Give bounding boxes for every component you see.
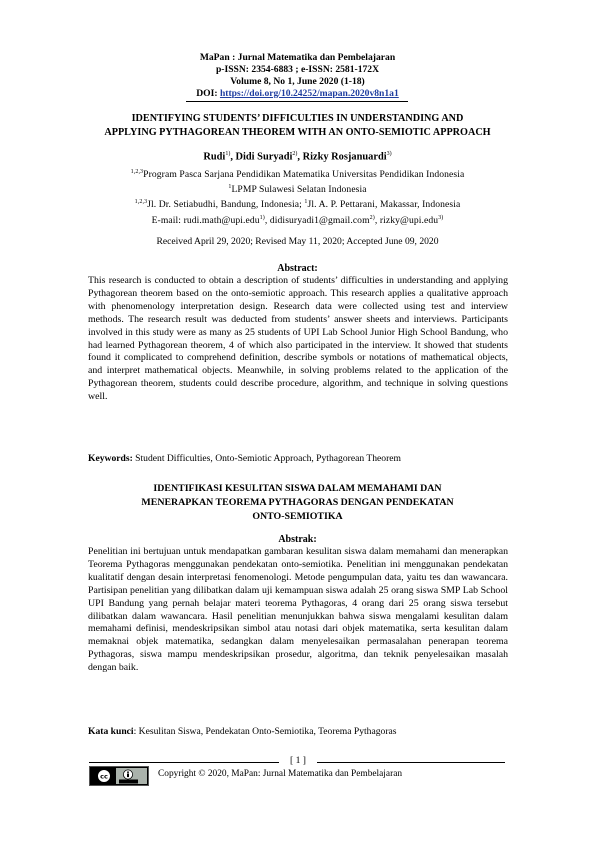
email-address: , didisuryadi1@gmail.com [264,214,370,226]
title-id-line-3: ONTO-SEMIOTIKA [252,511,343,522]
affiliation-address [0,196,595,211]
title-id-line-2: MENERAPKAN TEOREMA PYTHAGORAS DENGAN PENDEKATAN [141,497,454,508]
footer-rule-left [89,762,279,763]
affiliation-mark: 1 [304,199,308,206]
article-title-english [60,112,535,140]
abstract-heading-english: Abstract: [277,263,318,274]
abstract-body-indonesian: Penelitian ini bertujuan untuk mendapatkan gambaran kesulitan siswa dalam memahami dan menerapkan Teorema Pythagoras menggunakan pendekatan onto-semiotika. Penelitian ini menggunakan pendekatan kualitatif dengan desain interpretasi fenomenologi. Metode pengumpulan data, yaitu tes dan wawancara. Partisipan penelitian yang dilibatkan dalam uji kemampuan siswa adalah 25 orang siswa SMP Lab School UPI Bandung yang pernah belajar materi teorema Pythagoras, 4 orang dari 25 orang siswa tersebut dilibatkan dalam wawancara. Hasil penelitian menunjukkan bahwa siswa mengalami kesulitan dalam memahami definisi, mendeskripsikan simbol atau notasi dari objek matematika, serta kesulitan dalam memaknai objek matematika, sedangkan dalam menyelesaikan permasalahan penerapan teorema Pythagoras, siswa mampu mendeskripsikan prosedur, algoritma, dan teknik penyelesaikan masalah dengan baik. [88,546,508,674]
article-title-indonesian [70,482,525,524]
submission-dates: Received April 29, 2020; Revised May 11, 2020; Accepted June 09, 2020 [156,236,439,247]
copyright-notice: Copyright © 2020, MaPan: Jurnal Matematika dan Pembelajaran [158,769,403,779]
affiliation-text: LPMP Sulawesi Selatan Indonesia [231,184,367,196]
keywords-label: Keywords: [88,453,133,464]
email-address: rudi.math@upi.edu [183,214,260,226]
email-mark: 2) [369,214,375,221]
doi-link[interactable]: https://doi.org/10.24252/mapan.2020v8n1a1 [219,88,399,99]
author-mark: 1) [225,151,231,157]
journal-issn: p-ISSN: 2354-6883 ; e-ISSN: 2581-172X [215,64,380,75]
keywords-value: Student Difficulties, Onto-Semiotic Approach, Pythagorean Theorem [132,453,401,464]
cc-by-icon [90,767,148,785]
affiliation-mark: 1,2,3 [130,169,144,175]
affiliation-text: Program Pasca Sarjana Pendidikan Matematika Universitas Pendidikan Indonesia [143,169,465,181]
author-mark: 2) [292,151,298,157]
journal-header [0,52,595,100]
author-name: Rudi [203,151,226,163]
abstract-body-english: This research is conducted to obtain a description of students’ difficulties in understanding and applying Pythagorean theorem based on the onto-semiotic approach. This research applies a qualitative approach with phenomenology interpretation design. Research data were collected using test and interview methods. The research result was deducted from students’ answer sheets and interviews. Participants involved in this study were as many as 25 students of UPI Lab School Junior High School Bandung, who had learned Pythagorean theorem, 4 of which also participated in the interview. It showed that students found it complicated to comprehend definition, describe symbols or notations of mathematical objects, and interpret mathematical objects. Meanwhile, in solving problems related to the application of the Pythagorean theorem, students could describe procedure, algorithm, and technique in solving questions well. [88,275,508,403]
address-text: Jl. A. P. Pettarani, Makassar, Indonesia [307,199,461,211]
title-en-line-2: APPLYING PYTHAGOREAN THEOREM WITH AN ONTO-SEMIOTIC APPROACH [104,127,491,138]
author-list [0,151,595,162]
affiliation-mark: 1 [228,184,232,191]
keywords-indonesian [88,726,508,737]
author-name: Didi Suryadi [235,151,293,163]
header-rule [186,101,408,102]
svg-text:cc: cc [100,772,108,781]
affiliations [0,166,595,227]
doi-label: DOI: [196,88,218,99]
journal-volume: Volume 8, No 1, June 2020 (1-18) [230,76,365,87]
journal-name: MaPan : Jurnal Matematika dan Pembelajaran [199,52,396,63]
email-line [0,212,595,227]
footer-rule-right [317,762,505,763]
email-address: , rizky@upi.edu [374,214,439,226]
keywords-value: : Kesulitan Siswa, Pendekatan Onto-Semiotika, Teorema Pythagoras [133,726,397,737]
author-name: Rizky Rosjanuardi [302,151,387,163]
email-mark: 1) [259,214,265,221]
author-separator: , [230,151,236,163]
email-label: E-mail: [151,214,184,226]
creative-commons-logo [89,766,149,786]
author-separator: , [297,151,303,163]
title-id-line-1: IDENTIFIKASI KESULITAN SISWA DALAM MEMAHAMI DAN [153,483,442,494]
keywords-label: Kata kunci [88,726,134,737]
email-mark: 3) [438,214,444,221]
affiliation-2 [0,181,595,196]
affiliation-1 [0,166,595,181]
author-mark: 3) [386,151,392,157]
affiliation-mark: 1,2,3 [134,199,148,206]
title-en-line-1: IDENTIFYING STUDENTS’ DIFFICULTIES IN UNDERSTANDING AND [131,113,464,124]
keywords-english [88,453,508,464]
page-number: [ 1 ] [290,755,306,766]
address-text: Jl. Dr. Setiabudhi, Bandung, Indonesia; [147,199,305,211]
journal-doi [0,88,595,100]
abstract-heading-indonesian: Abstrak: [278,534,317,545]
